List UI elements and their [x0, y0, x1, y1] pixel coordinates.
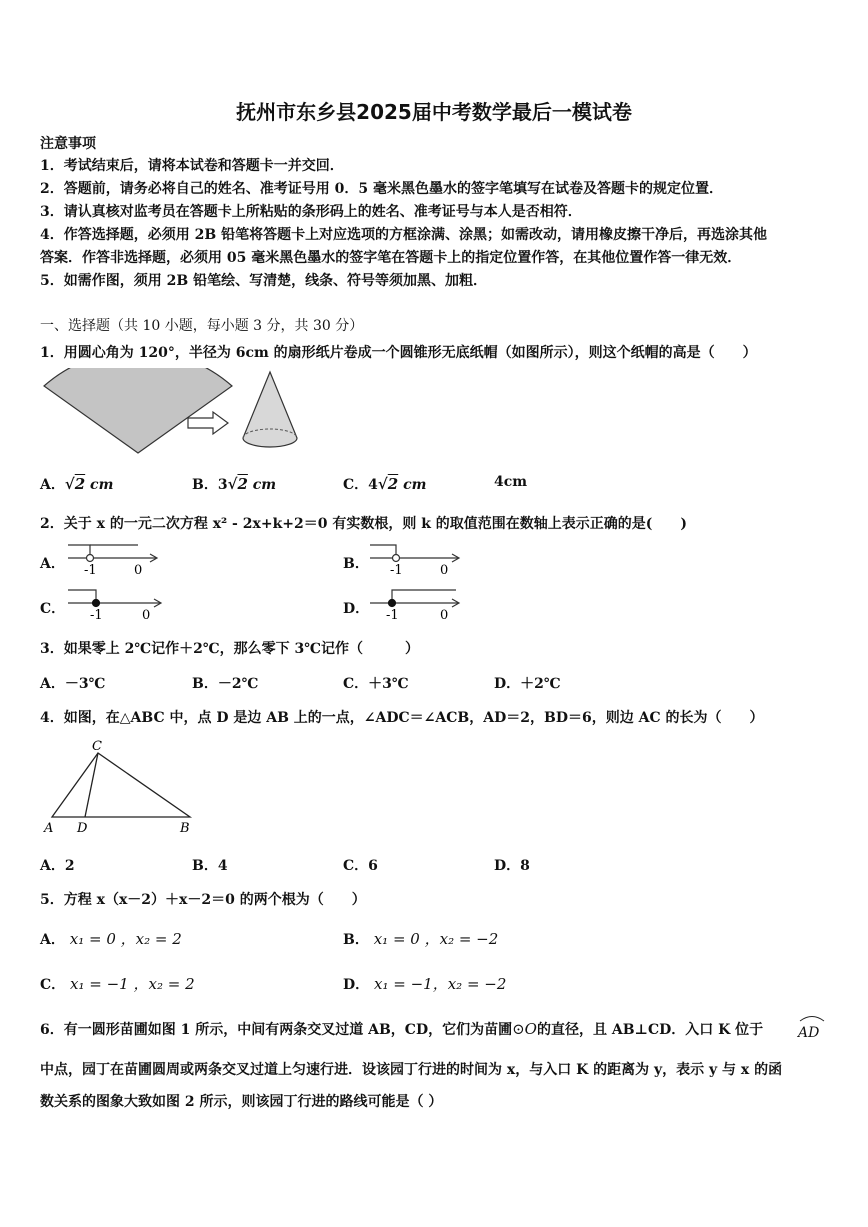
notice-item: 3．请认真核对监考员在答题卡上所粘贴的条形码上的姓名、准考证号与本人是否相符． [40, 204, 582, 220]
q1-option-b: B．3√2 cm [192, 475, 277, 493]
question-6-line-3: 数关系的图象大致如图 2 所示，则该园丁行进的路线可能是（ ） [40, 1094, 443, 1110]
q3-option-d: D．＋2℃ [494, 676, 561, 692]
tick-label: 0 [440, 608, 449, 623]
triangle-figure [40, 737, 200, 837]
q4-option-d: D．8 [494, 858, 530, 874]
tick-label: -1 [84, 563, 97, 578]
tick-label: 0 [134, 563, 143, 578]
notice-item: 答案．作答非选择题，必须用 05 毫米黑色墨水的签字笔在答题卡上的指定位置作答，在其他位置作答一律无效． [40, 250, 742, 266]
arrow-icon [188, 412, 228, 434]
arc-icon [798, 1012, 826, 1022]
tick-label: 0 [142, 608, 151, 623]
number-line-b [368, 540, 464, 578]
point-label-d: D [77, 821, 88, 836]
arc-ad-symbol: AD [798, 1012, 826, 1041]
q5-option-c: C． x₁ = −1 ，x₂ = 2 [40, 975, 195, 993]
q5-option-a: A． x₁ = 0 ，x₂ = 2 [40, 930, 182, 948]
question-1-stem: 1．用圆心角为 120°，半径为 6cm 的扇形纸片卷成一个圆锥形无底纸帽（如图所示），则这个纸帽的高是（ ） [40, 345, 757, 361]
q3-option-c: C．＋3℃ [343, 676, 409, 692]
notice-item: 4．作答选择题，必须用 2B 铅笔将答题卡上对应选项的方框涂满、涂黑；如需改动，请用橡皮擦干净后，再选涂其他 [40, 227, 768, 243]
sector-shape [44, 368, 232, 453]
q1-option-a: A．√2 cm [40, 475, 114, 493]
notice-item: 2．答题前，请务必将自己的姓名、准考证号用 0．5 毫米黑色墨水的签字笔填写在试卷及答题卡的规定位置． [40, 181, 723, 197]
question-5-stem: 5．方程 x（x－2）＋x－2＝0 的两个根为（ ） [40, 892, 366, 908]
q2-option-a-label: A． [40, 556, 65, 572]
triangle-abc [52, 753, 190, 817]
cone-shape [243, 372, 297, 447]
q3-option-b: B．－2℃ [192, 676, 259, 692]
notice-item: 5．如需作图，须用 2B 铅笔绘、写清楚，线条、符号等须加黑、加粗． [40, 273, 488, 289]
q2-option-c-label: C． [40, 601, 66, 617]
tick-label: -1 [390, 563, 403, 578]
question-4-stem: 4．如图，在△ABC 中，点 D 是边 AB 上的一点，∠ADC＝∠ACB，AD＝2，BD＝6，则边 AC 的长为（ ） [40, 710, 764, 726]
notice-item: 1．考试结束后，请将本试卷和答题卡一并交回． [40, 158, 344, 174]
q4-option-c: C．6 [343, 858, 378, 874]
q5-option-b: B． x₁ = 0 ，x₂ = −2 [343, 930, 499, 948]
q2-option-b-label: B． [343, 556, 369, 572]
number-line-d [368, 585, 464, 623]
page-title: 抚州市东乡县2025届中考数学最后一模试卷 [236, 100, 632, 124]
question-2-stem: 2．关于 x 的一元二次方程 x² - 2x+k+2＝0 有实数根，则 k 的取值范围在数轴上表示正确的是( ) [40, 516, 688, 532]
q1-option-c: C．4√2 cm [343, 475, 427, 493]
q2-option-d-label: D． [343, 601, 370, 617]
point-label-c: C [92, 739, 102, 754]
q1-option-d: 4cm [494, 474, 528, 490]
point-label-b: B [180, 821, 190, 836]
sector-cone-figure [38, 368, 308, 458]
section-heading: 一、选择题（共 10 小题，每小题 3 分，共 30 分） [40, 318, 364, 334]
q4-option-b: B．4 [192, 858, 228, 874]
tick-label: 0 [440, 563, 449, 578]
notice-heading: 注意事项 [40, 136, 96, 152]
question-6-line-2: 中点，园丁在苗圃圆周或两条交叉过道上匀速行进．设该园丁行进的时间为 x，与入口 K 的距离为 y，表示 y 与 x 的函 [40, 1062, 783, 1078]
q4-option-a: A．2 [40, 858, 75, 874]
question-6-line-1: 6．有一圆形苗圃如图 1 所示，中间有两条交叉过道 AB，CD，它们为苗圃⊙O的直径，且 AB⊥CD．入口 K 位于 [40, 1020, 764, 1038]
tick-label: -1 [90, 608, 103, 623]
tick-label: -1 [386, 608, 399, 623]
point-label-a: A [44, 821, 54, 836]
number-line-c [66, 585, 166, 623]
q3-option-a: A．－3℃ [40, 676, 106, 692]
question-3-stem: 3．如果零上 2℃记作＋2℃，那么零下 3℃记作（ ） [40, 641, 420, 657]
q5-option-d: D． x₁ = −1，x₂ = −2 [343, 975, 507, 993]
number-line-a [66, 540, 162, 578]
